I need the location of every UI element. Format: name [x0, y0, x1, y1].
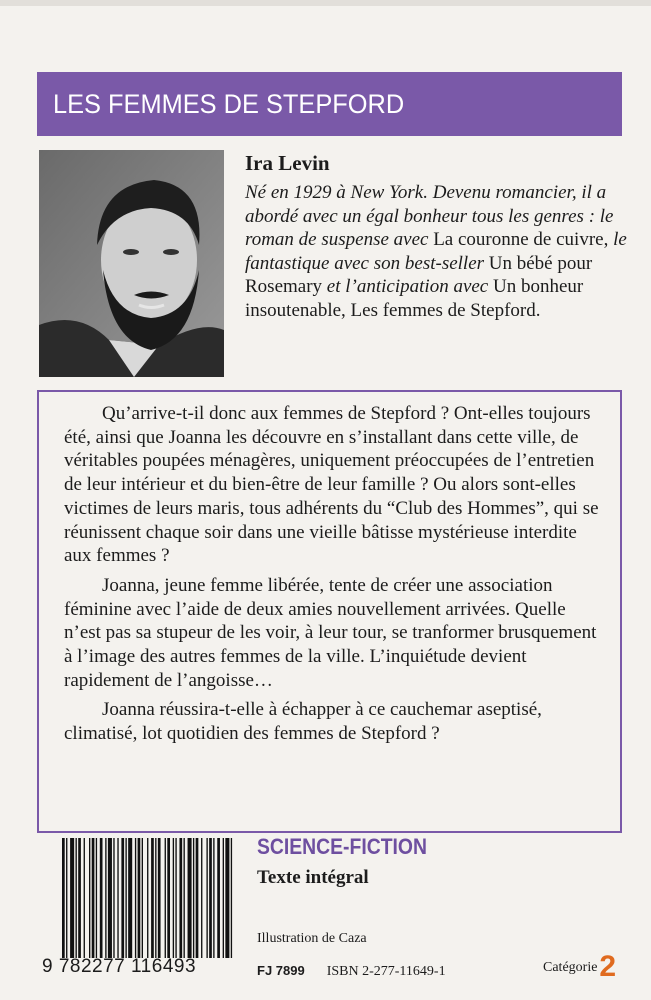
- barcode-bar: [223, 838, 224, 958]
- barcode-bar: [179, 838, 182, 958]
- barcode-bar: [175, 838, 176, 958]
- barcode-bar: [193, 838, 194, 958]
- author-bio-text: [245, 181, 635, 323]
- barcode-bar: [196, 838, 199, 958]
- barcode-bar: [92, 838, 95, 958]
- author-name: Ira Levin: [245, 151, 330, 175]
- page-edge: [0, 0, 651, 6]
- barcode-bar: [206, 838, 207, 958]
- barcode-bar: [128, 838, 132, 958]
- bio-segment: le fantastique avec son best-seller: [245, 229, 627, 274]
- barcode-bar: [142, 838, 143, 958]
- collection-label: SCIENCE-FICTION: [257, 834, 427, 859]
- barcode-bar: [100, 838, 103, 958]
- barcode-bar: [155, 838, 156, 958]
- barcode-bar: [188, 838, 192, 958]
- author-photo: [39, 150, 224, 377]
- barcode-bar: [89, 838, 90, 958]
- summary-paragraph: Joanna, jeune femme libérée, tente de créer une association féminine avec l’aide de deux amies nouvellement arrivées. Quelle n’est pas sa stupeur de les voir, à leur tour, se tranformer brusquement à l’image des autres femmes de la ville. L’inquiétude devient rapidement de l’angoisse…: [64, 574, 597, 691]
- barcode-bar: [158, 838, 161, 958]
- barcode-bar: [225, 838, 229, 958]
- barcode-bar: [125, 838, 126, 958]
- title-band: [37, 72, 622, 136]
- barcode-bar: [76, 838, 77, 958]
- barcode-bar: [117, 838, 118, 958]
- category: [543, 950, 616, 984]
- bio-segment: Né en 1929 à New York. Devenu romancier, il a abordé avec un égal bonheur tous les genres : le roman de suspense avec: [245, 182, 614, 251]
- bio-book-title: La couronne de cuivre,: [433, 229, 609, 251]
- barcode-bar: [66, 838, 67, 958]
- barcode-bar: [113, 838, 114, 958]
- barcode-bar: [201, 838, 202, 958]
- barcode-bar: [151, 838, 154, 958]
- bio-book-title: Un bébé pour Rosemary: [245, 252, 593, 298]
- barcode: [62, 838, 234, 958]
- author-bio: [245, 150, 635, 323]
- summary-paragraph: Qu’arrive-t-il donc aux femmes de Stepford ? Ont-elles toujours été, ainsi que Joanna les découvre en s’installant dans cette ville, de véritables poupées ménagères, uniquement préoccupées de l’entretien de leur intérieur et du bien-être de leur famille ? Ou alors sont-elles victimes de leurs maris, tous adhérents du “Club des Hommes”, qui se réunissent chaque soir dans une vieille bâtisse mystérieuse interdite aux femmes ?: [64, 403, 599, 567]
- barcode-bar: [105, 838, 106, 958]
- barcode-bar: [78, 838, 81, 958]
- summary-paragraph: Joanna réussira-t-elle à échapper à ce cauchemar aseptisé, climatisé, lot quotidien des femmes de Stepford ?: [64, 699, 542, 745]
- edition-label: Texte intégral: [257, 867, 369, 888]
- barcode-bar: [135, 838, 136, 958]
- isbn: ISBN 2-277-11649-1: [326, 964, 446, 979]
- barcode-bar: [108, 838, 112, 958]
- barcode-bar: [70, 838, 74, 958]
- category-label: Catégorie: [543, 960, 598, 975]
- summary-box: [37, 390, 622, 833]
- barcode-bar: [184, 838, 185, 958]
- barcode-bar: [217, 838, 220, 958]
- bio-book-title: Un bonheur insoutenable, Les femmes de Stepford.: [245, 276, 584, 321]
- barcode-bar: [167, 838, 170, 958]
- book-title: LES FEMMES DE STEPFORD: [53, 88, 405, 119]
- barcode-bar: [231, 838, 232, 958]
- barcode-bar: [165, 838, 166, 958]
- category-number: 2: [599, 950, 617, 983]
- barcode-bar: [121, 838, 124, 958]
- barcode-bar: [138, 838, 141, 958]
- barcode-bar: [147, 838, 148, 958]
- barcode-bar: [62, 838, 65, 958]
- publisher-code: FJ 7899: [257, 963, 305, 978]
- barcode-digits: 9 782277 116493: [42, 956, 197, 977]
- barcode-bar: [209, 838, 212, 958]
- barcode-bar: [213, 838, 214, 958]
- barcode-bar: [96, 838, 97, 958]
- bio-segment: et l’anticipation avec: [322, 276, 493, 298]
- illustration-credit: Illustration de Caza: [257, 931, 367, 946]
- code-line: [257, 963, 446, 980]
- barcode-bar: [173, 838, 174, 958]
- barcode-bar: [84, 838, 85, 958]
